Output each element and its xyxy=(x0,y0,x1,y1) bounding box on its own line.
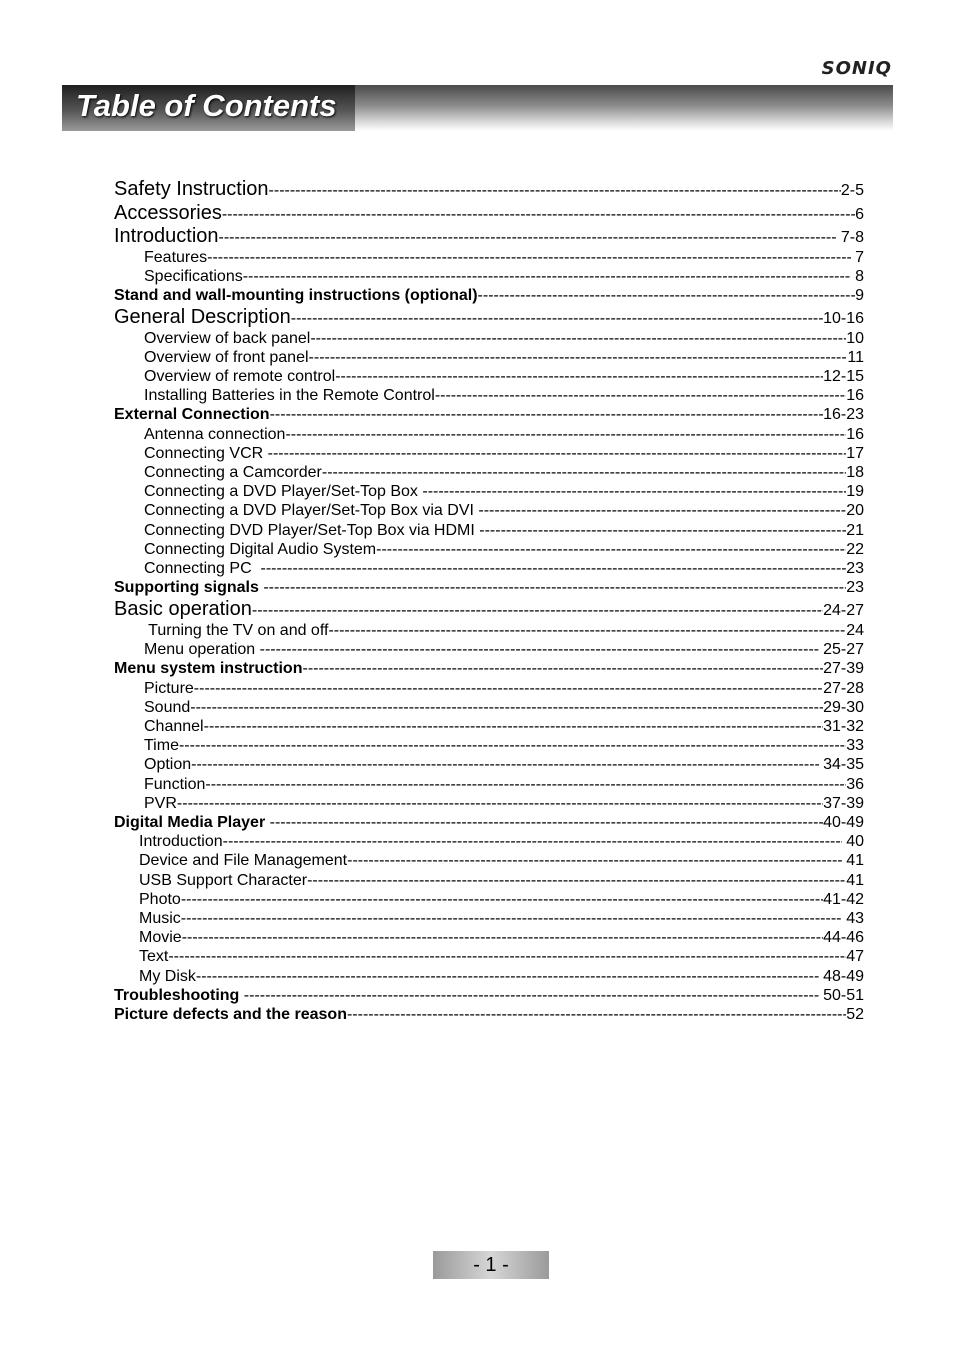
toc-entry-page: 41 xyxy=(841,852,864,870)
toc-entry-page: 11 xyxy=(847,348,864,366)
toc-entry xyxy=(144,349,864,367)
toc-leader xyxy=(196,968,819,986)
toc-leader xyxy=(307,872,846,890)
toc-entry-label: Menu operation xyxy=(144,641,260,659)
toc-leader xyxy=(181,891,823,909)
toc-leader xyxy=(244,987,819,1005)
toc-entry-label: Connecting PC xyxy=(144,560,261,577)
toc-entry-page: 23 xyxy=(846,560,864,577)
toc-leader xyxy=(223,833,842,851)
toc-leader xyxy=(181,910,842,928)
toc-entry xyxy=(114,225,864,248)
toc-entry-page: 22 xyxy=(846,540,864,558)
toc-entry-page: 29-30 xyxy=(823,698,864,716)
toc-entry-page: 36 xyxy=(846,775,864,793)
toc-entry xyxy=(139,948,864,966)
toc-entry-page: 27-39 xyxy=(823,660,864,678)
page-number: - 1 - xyxy=(433,1251,549,1279)
toc-entry xyxy=(144,699,864,717)
toc-leader xyxy=(182,929,823,947)
toc-entry-label: Menu system instruction xyxy=(114,660,303,678)
toc-entry-label: Time xyxy=(144,737,179,755)
toc-entry xyxy=(144,737,864,755)
toc-entry xyxy=(144,541,864,559)
toc-entry-label: Device and File Management xyxy=(139,852,348,870)
toc-leader xyxy=(302,660,823,678)
toc-entry xyxy=(144,249,864,267)
toc-entry-page: 31-32 xyxy=(823,717,864,735)
toc-leader xyxy=(285,426,846,444)
toc-entry-page: 10 xyxy=(846,329,864,347)
toc-entry-label: Connecting a DVD Player/Set-Top Box xyxy=(144,483,423,501)
toc-entry xyxy=(144,502,864,520)
toc-leader xyxy=(269,182,841,200)
toc-entry-page: 24-27 xyxy=(823,602,864,620)
toc-entry xyxy=(114,579,864,597)
toc-entry xyxy=(114,287,864,305)
toc-leader xyxy=(322,464,846,482)
toc-entry-page: 20 xyxy=(846,502,864,520)
toc-leader xyxy=(243,268,851,286)
toc-entry-page: 43 xyxy=(841,909,864,927)
toc-entry-label: Function xyxy=(144,775,206,793)
toc-entry-page: 25-27 xyxy=(818,641,864,659)
toc-leader xyxy=(270,814,823,832)
toc-entry xyxy=(144,776,864,794)
toc-entry-label: Connecting DVD Player/Set-Top Box via HDMI xyxy=(144,521,480,539)
toc-entry xyxy=(144,426,864,444)
toc-entry-label: Features xyxy=(144,248,208,266)
toc-entry-label: Overview of back panel xyxy=(144,329,311,347)
toc-entry-page: 50-51 xyxy=(818,986,864,1004)
toc-entry-page: 34-35 xyxy=(818,756,864,774)
toc-entry-label: Accessories xyxy=(114,201,222,224)
toc-entry-label: Connecting VCR xyxy=(144,444,268,462)
toc-leader xyxy=(205,776,846,794)
toc-entry xyxy=(139,891,864,909)
toc-entry xyxy=(144,268,864,286)
toc-entry-label: My Disk xyxy=(139,967,196,985)
toc-entry-label: Specifications xyxy=(144,267,243,285)
toc-entry-page: 48-49 xyxy=(818,967,864,985)
toc-entry-label: Picture xyxy=(144,679,194,697)
toc-entry xyxy=(114,178,864,201)
toc-entry xyxy=(144,622,864,640)
toc-leader xyxy=(263,579,846,597)
toc-entry-page: 40 xyxy=(841,833,864,851)
toc-entry xyxy=(144,641,864,659)
toc-entry-label: Introduction xyxy=(139,833,223,851)
toc-leader xyxy=(478,502,846,520)
toc-entry-page: 44-46 xyxy=(823,929,864,947)
toc-leader xyxy=(347,1006,846,1024)
toc-leader xyxy=(252,602,823,620)
toc-entry-page: 2-5 xyxy=(840,182,864,199)
toc-entry-page: 52 xyxy=(846,1005,864,1023)
toc-entry-label: Channel xyxy=(144,717,204,735)
toc-entry xyxy=(114,987,864,1005)
toc-entry xyxy=(144,718,864,736)
toc-entry xyxy=(144,387,864,405)
toc-entry-page: 41 xyxy=(846,871,864,889)
toc-entry-label: Introduction xyxy=(114,225,219,247)
toc-entry xyxy=(139,968,864,986)
toc-entry-label: Text xyxy=(139,948,169,966)
toc-leader xyxy=(422,483,846,501)
toc-leader xyxy=(270,406,824,424)
toc-entry-page: 16 xyxy=(846,387,864,405)
toc-leader xyxy=(376,541,846,559)
toc-entry-page: 40-49 xyxy=(823,813,864,831)
toc-entry xyxy=(114,306,864,329)
toc-leader xyxy=(335,368,823,386)
toc-leader xyxy=(191,756,818,774)
toc-entry-page: 16-23 xyxy=(823,406,864,424)
toc-entry-label: Sound xyxy=(144,698,191,716)
toc-entry-page: 7-8 xyxy=(836,229,864,246)
toc-entry-label: Picture defects and the reason xyxy=(114,1005,347,1023)
toc-leader xyxy=(222,206,855,224)
toc-leader xyxy=(328,622,846,640)
toc-entry xyxy=(114,814,864,832)
toc-entry xyxy=(114,598,864,621)
toc-entry xyxy=(144,680,864,698)
toc-entry xyxy=(114,202,864,225)
toc-leader xyxy=(261,560,847,578)
toc-entry-page: 33 xyxy=(846,737,864,755)
toc-entry xyxy=(144,560,864,578)
toc-entry-label: Connecting a Camcorder xyxy=(144,464,322,481)
toc-entry-label: Supporting signals xyxy=(114,579,264,597)
toc-entry-label: Troubleshooting xyxy=(114,986,244,1004)
toc-entry-label: Option xyxy=(144,756,192,774)
toc-entry-page: 23 xyxy=(846,579,864,597)
toc-leader xyxy=(291,310,823,328)
toc-entry xyxy=(139,852,864,870)
toc-entry-page: 10-16 xyxy=(823,310,864,328)
toc-entry xyxy=(144,483,864,501)
toc-leader xyxy=(479,522,846,540)
toc-leader xyxy=(179,737,846,755)
toc-entry xyxy=(144,522,864,540)
toc-entry-page: 8 xyxy=(850,267,864,285)
toc-entry-page: 27-28 xyxy=(823,679,864,697)
toc-entry-label: Movie xyxy=(139,929,182,947)
toc-entry-label: General Description xyxy=(114,306,291,329)
toc-leader xyxy=(347,852,842,870)
toc-leader xyxy=(194,680,823,698)
toc-entry xyxy=(144,368,864,386)
toc-entry-label: Installing Batteries in the Remote Control xyxy=(144,387,435,405)
toc-entry-label: Photo xyxy=(139,890,181,908)
toc-entry-page: 18 xyxy=(846,464,864,481)
toc-entry-page: 47 xyxy=(846,948,864,966)
toc-entry xyxy=(144,464,864,482)
toc-leader xyxy=(207,249,851,267)
toc-entry xyxy=(144,756,864,774)
toc-entry-label: Overview of front panel xyxy=(144,348,309,366)
toc-entry-label: External Connection xyxy=(114,406,270,424)
toc-entry xyxy=(139,929,864,947)
toc-leader xyxy=(204,718,823,736)
toc-entry-page: 41-42 xyxy=(823,890,864,908)
toc-entry-label: Antenna connection xyxy=(144,425,286,443)
toc-entry-label: Connecting Digital Audio System xyxy=(144,540,377,558)
page-title: Table of Contents xyxy=(76,88,337,123)
toc-entry-label: PVR xyxy=(144,794,177,812)
toc-leader xyxy=(219,229,837,247)
toc-entry-page: 9 xyxy=(855,286,864,304)
toc-leader xyxy=(190,699,823,717)
toc-entry xyxy=(139,910,864,928)
toc-leader xyxy=(310,330,846,348)
toc-entry-page: 24 xyxy=(846,621,864,639)
toc-leader xyxy=(260,641,819,659)
toc-entry xyxy=(144,445,864,463)
toc-entry-label: Turning the TV on and off xyxy=(144,621,329,639)
toc-entry-label: USB Support Character xyxy=(139,871,308,889)
toc-entry-label: Music xyxy=(139,909,181,927)
toc-leader xyxy=(309,349,848,367)
toc-entry-page: 12-15 xyxy=(823,368,864,385)
toc-entry xyxy=(114,406,864,424)
toc-leader xyxy=(268,445,847,463)
toc-entry-label: Basic operation xyxy=(114,598,252,621)
toc-entry xyxy=(114,1006,864,1024)
toc-entry-label: Safety Instruction xyxy=(114,178,269,200)
toc-entry-page: 21 xyxy=(846,521,864,539)
toc-entry-page: 16 xyxy=(846,425,864,443)
toc-leader xyxy=(478,287,856,305)
toc-entry xyxy=(114,660,864,678)
toc-entry xyxy=(144,795,864,813)
toc-entry-label: Digital Media Player xyxy=(114,813,270,831)
toc-entry-page: 37-39 xyxy=(823,794,864,812)
toc-entry-page: 7 xyxy=(850,248,864,266)
toc-leader xyxy=(435,387,846,405)
toc-entry xyxy=(139,872,864,890)
toc-leader xyxy=(168,948,846,966)
toc-entry-page: 6 xyxy=(855,205,864,223)
toc-leader xyxy=(177,795,823,813)
brand-logo: SONIQ xyxy=(821,58,892,79)
toc-entry-label: Connecting a DVD Player/Set-Top Box via DVI xyxy=(144,502,479,520)
toc-entry-page: 19 xyxy=(846,483,864,501)
toc-entry-label: Stand and wall-mounting instructions (optional) xyxy=(114,286,478,304)
toc-entry xyxy=(139,833,864,851)
toc-entry xyxy=(144,330,864,348)
toc-entry-label: Overview of remote control xyxy=(144,368,336,385)
toc-entry-page: 17 xyxy=(846,444,864,462)
